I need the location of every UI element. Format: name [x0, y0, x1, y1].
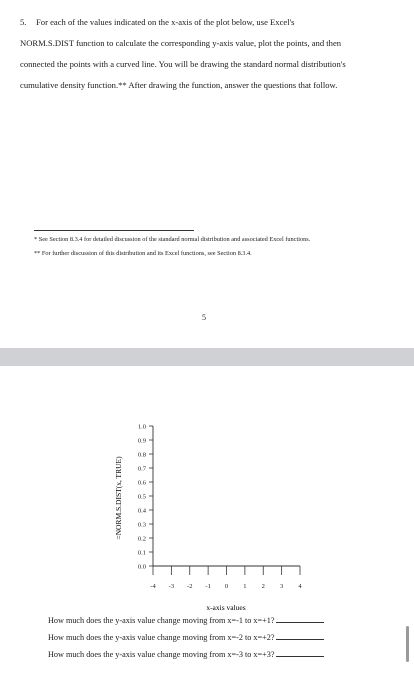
y-tick-label: 0.9 [137, 437, 146, 445]
y-tick-label: 0.0 [137, 563, 146, 571]
answer-blank-3[interactable] [276, 648, 324, 657]
x-tick-label: 1 [243, 583, 247, 590]
y-axis-label: =NORM.S.DIST(x, TRUE) [114, 456, 123, 540]
answer-question-2-text: How much does the y-axis value change moving from x=-2 to x=+2? [48, 633, 275, 642]
x-tick-label: -3 [168, 583, 175, 590]
y-tick-label: 0.2 [137, 535, 146, 543]
answer-question-2 [48, 631, 324, 642]
worksheet-page-1 [0, 0, 414, 345]
answer-blank-2[interactable] [276, 631, 324, 640]
x-tick-label: 2 [261, 583, 265, 590]
answer-question-1-text: How much does the y-axis value change moving from x=-1 to x=+1? [48, 616, 275, 625]
x-tick-label: 0 [224, 583, 229, 590]
x-tick-label: 3 [280, 583, 284, 590]
page-number: 5 [202, 313, 206, 322]
y-tick-label: 1.0 [137, 423, 146, 431]
scrollbar-thumb[interactable] [406, 626, 409, 662]
x-tick-label: -4 [150, 583, 156, 590]
x-tick-label: -2 [187, 583, 193, 590]
answer-blank-1[interactable] [276, 614, 324, 623]
y-tick-label: 0.3 [137, 521, 146, 529]
worksheet-page-2 [0, 366, 414, 700]
question-line-4: cumulative density function.** After drawing the function, answer the questions that follow. [20, 80, 338, 90]
y-tick-label: 0.1 [137, 549, 146, 557]
x-tick-label: 4 [298, 583, 302, 590]
y-tick-label: 0.5 [137, 493, 146, 501]
answer-question-3-text: How much does the y-axis value change moving from x=-3 to x=+3? [48, 650, 275, 659]
answer-question-1 [48, 614, 324, 625]
y-tick-label: 0.4 [137, 507, 146, 515]
y-tick-label: 0.8 [137, 451, 146, 459]
y-tick-label: 0.7 [137, 465, 146, 473]
x-axis-label: x-axis values [206, 603, 246, 612]
question-number: 5. [20, 17, 27, 27]
footnote-2: ** For further discussion of this distribution and its Excel functions, see Section 8.3.4. [34, 250, 252, 257]
question-line-1: For each of the values indicated on the x-axis of the plot below, use Excel's [36, 17, 295, 27]
question-line-2: NORM.S.DIST function to calculate the corresponding y-axis value, plot the points, and then [20, 38, 342, 48]
page-gap [0, 348, 414, 366]
answer-question-3 [48, 648, 324, 659]
x-tick-label: -1 [205, 583, 211, 590]
footnote-1: * See Section 8.3.4 for detailed discussion of the standard normal distribution and associated Excel functions. [34, 236, 311, 243]
y-tick-label: 0.6 [137, 479, 146, 487]
footnote-rule [34, 230, 194, 231]
question-line-3: connected the points with a curved line. You will be drawing the standard normal distribution's [20, 59, 346, 69]
